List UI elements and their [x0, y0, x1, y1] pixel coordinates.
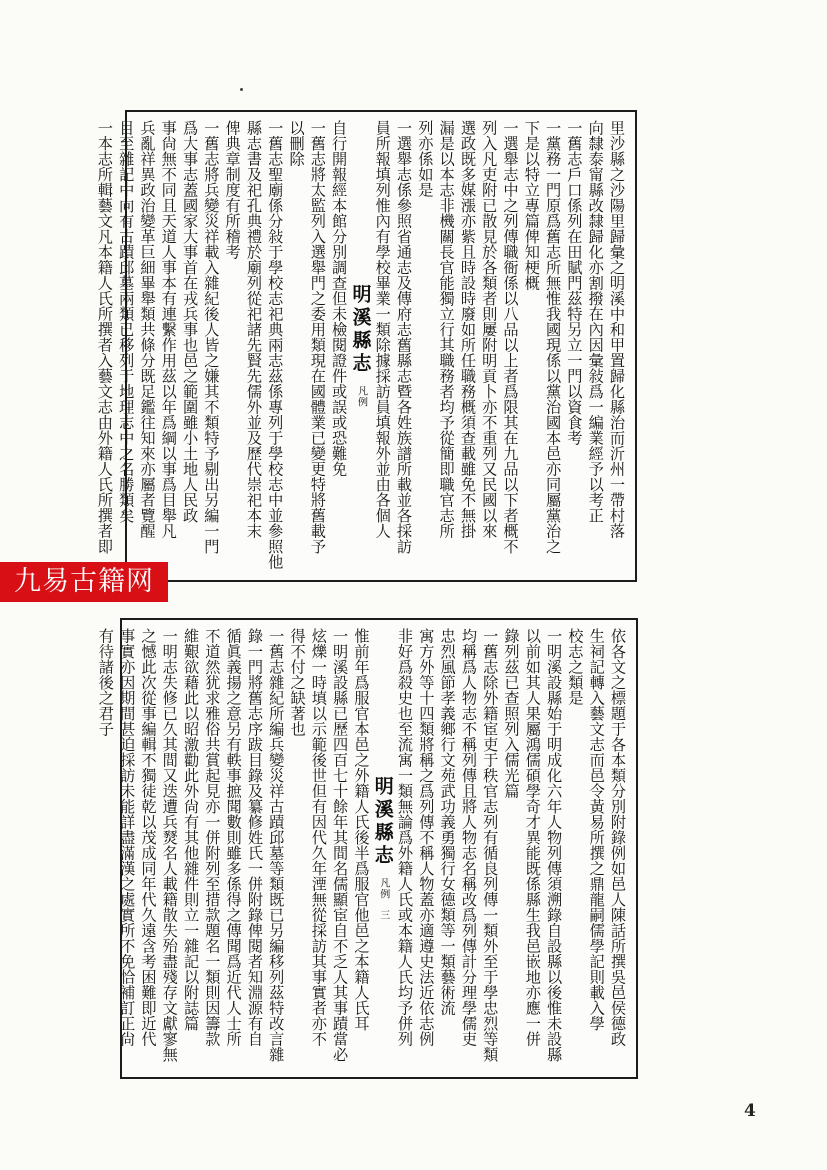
- text-column: 循眞義揚之意另有軼事摭聞數則雖多係得之傳聞爲近代人士所: [224, 628, 243, 1047]
- text-column: 依各文之標題于各本類分別附錄例如邑人陳話所撰吳邑侯德政: [609, 628, 627, 1047]
- text-column: 以前如其人果屬鴻儒碩學奇才異能既係縣生我邑嵌地亦應一併: [523, 628, 542, 1047]
- folio-number: 三: [377, 909, 389, 921]
- text-column: 目至雜記中向有古蹟邱墓兩類已移列于地理志中之名勝類矣: [117, 120, 136, 523]
- text-column: 不道然犹求雅俗共賞起見亦一併附列至措款題名一類則因籌款: [203, 628, 222, 1047]
- text-column: 一選舉志係參照省通志及傳府志舊縣志暨各姓族譜所載並各採訪: [395, 120, 414, 554]
- top-text-panel: [95, 110, 637, 582]
- text-column: 俾典章制度有所稽考: [223, 120, 242, 260]
- text-column: 一舊志將太監列入選舉門之委用類現在國體業已變更特將舊載予: [308, 120, 327, 554]
- text-column: 縣志書及祀孔典禮於廟列從祀諸先賢先儒外並及歷代崇祀本末: [244, 120, 263, 539]
- text-column: 非好爲殺史也至流寓一類無論爲外籍人氏或本籍人氏均予併列: [396, 628, 415, 1047]
- text-column: 一舊志聖廟係分敍于學校志祀典兩志茲係專列于學校志中並參照他: [266, 120, 285, 570]
- text-column: 有待諸後之君子: [96, 628, 115, 737]
- text-column: 炫爍一時填以示範後世但有因代久年湮無從採訪其事實者亦不: [309, 628, 328, 1047]
- book-title-heading: [349, 120, 371, 572]
- book-title-heading: [371, 628, 393, 1069]
- text-column: 列入凡吏附已散見於各類者則屢附明貢卜亦不重列又民國以來: [480, 120, 499, 539]
- text-column: 生祠記轉入藝文志而邑令黃易所撰之鼎龍嗣儒學記則載入學: [587, 628, 606, 1031]
- text-column: 錄一門將舊志序跋目錄及纂修姓氏一併附錄俾閱者知淵源有自: [245, 628, 264, 1047]
- text-column: 一明溪設縣已歷四百七十餘年其間名儒顯宦自不乏人其事蹟當必: [331, 628, 350, 1062]
- text-column: 兵亂祥異政治變革巨細畢舉類共條分既足鑑往知來亦屬者覽醒: [138, 120, 157, 539]
- section-label: 凡例: [355, 385, 367, 408]
- text-column: 一黨務一門原爲舊志所無惟我國現係以黨治國本邑亦同屬黨治之: [544, 120, 563, 554]
- text-column: 一舊志除外籍宦吏于秩官志列有循良列傳一類外至于學忠烈等類: [481, 628, 500, 1062]
- text-column: 向隸泰甯縣改隸歸化亦割撥在內因彙敍爲一編業經予以考正: [586, 120, 605, 523]
- text-column: 爲大事志蓋國家大事首在戎兵事也邑之範圍雖小土地人民政: [181, 120, 200, 523]
- page-number: 4: [744, 1101, 756, 1121]
- text-column: 事尙無不同且天道人事本有連繫作用茲以年爲綱以事爲目舉凡: [159, 120, 178, 539]
- book-title: 明溪縣志: [371, 776, 394, 869]
- fold-mark: [240, 88, 243, 91]
- bottom-text-columns: [96, 628, 628, 1069]
- text-column: 一本志所輯藝文凡本籍人氏所撰者入藝文志由外籍人氏所撰者即: [95, 120, 114, 554]
- text-column: 一舊志將兵變災祥載入雜紀後人皆之嫌其不類特予剔出另編一門: [202, 120, 221, 554]
- text-column: 下是以特立專篇俾知梗概: [522, 120, 541, 291]
- text-column: 事實亦因期間甚迫採訪未能詳盡滿漢之處實所不免恰補訂正尙: [118, 628, 137, 1047]
- text-column: 自行開報經本館分別調查但未檢閱證件或誤或恐難免: [330, 120, 349, 477]
- text-column: 選政既多媒漲亦紫且時設時廢如所任職務概須查載雖免不無掛: [458, 120, 477, 539]
- text-column: 一明志失修已久其間又迭遭兵燹名人載籍散失殆盡殘存文獻寥無: [160, 628, 179, 1062]
- text-column: 一選舉志中之列傳職衙係以八品以上者爲限其在九品以下者概不: [501, 120, 520, 554]
- bottom-text-panel: [96, 618, 638, 1079]
- text-column: 列亦係如是: [416, 120, 435, 198]
- text-column: 校志之類是: [566, 628, 585, 706]
- text-column: 惟前年爲服官本邑之外籍人氏後半爲服官他邑之本籍人氏耳: [352, 628, 371, 1031]
- book-title: 明溪縣志: [349, 284, 372, 377]
- text-column: 忠烈風節孝義鄉行文苑武功義勇獨行女德類等一類藝術流: [438, 628, 457, 1016]
- text-column: 錄列茲已查照列入儒光篇: [502, 628, 521, 799]
- top-text-columns: [95, 120, 627, 572]
- watermark: 九易古籍网: [0, 562, 168, 602]
- text-column: 以刪除: [287, 120, 306, 167]
- text-column: 之憾此次從事編輯不獨徒乾以茂成同年代久遠含考困難即近代: [139, 628, 158, 1047]
- text-column: 員所報填列惟內有學校畢業一類除據採訪員填報外並由各個人: [373, 120, 392, 539]
- text-column: 維艱欲藉此以昭激勸此外尙有其他雜件則立一雜記以附誌篇: [182, 628, 201, 1031]
- text-column: 寓方外等十四類將稱之爲列傳不稱人物蓋亦適遵史法近依志例: [417, 628, 436, 1047]
- text-column: 一舊志戶口係列在田賦門茲特另立一門以資食考: [565, 120, 584, 446]
- text-column: 里沙縣之沙陽里歸彙之明溪中和甲置歸化縣治而沂州一帶村落: [608, 120, 626, 539]
- section-label: 凡例: [377, 878, 389, 900]
- text-column: 一明溪設縣始于明成化六年人物列傳須溯錄自設縣以後惟未設縣: [545, 628, 564, 1062]
- text-column: 得不付之缺著也: [288, 628, 307, 737]
- text-column: 漏是以本志非機關長官能獨立行其職務者均予從簡即職官志所: [437, 120, 456, 539]
- text-column: 均稱爲人物志不稱列傳且將人物志名稱改爲列傳計分理學儒吏: [459, 628, 478, 1047]
- text-column: 一舊志雜紀所編兵變災祥古蹟邱墓等類既已另編移列茲特改言雜: [267, 628, 286, 1062]
